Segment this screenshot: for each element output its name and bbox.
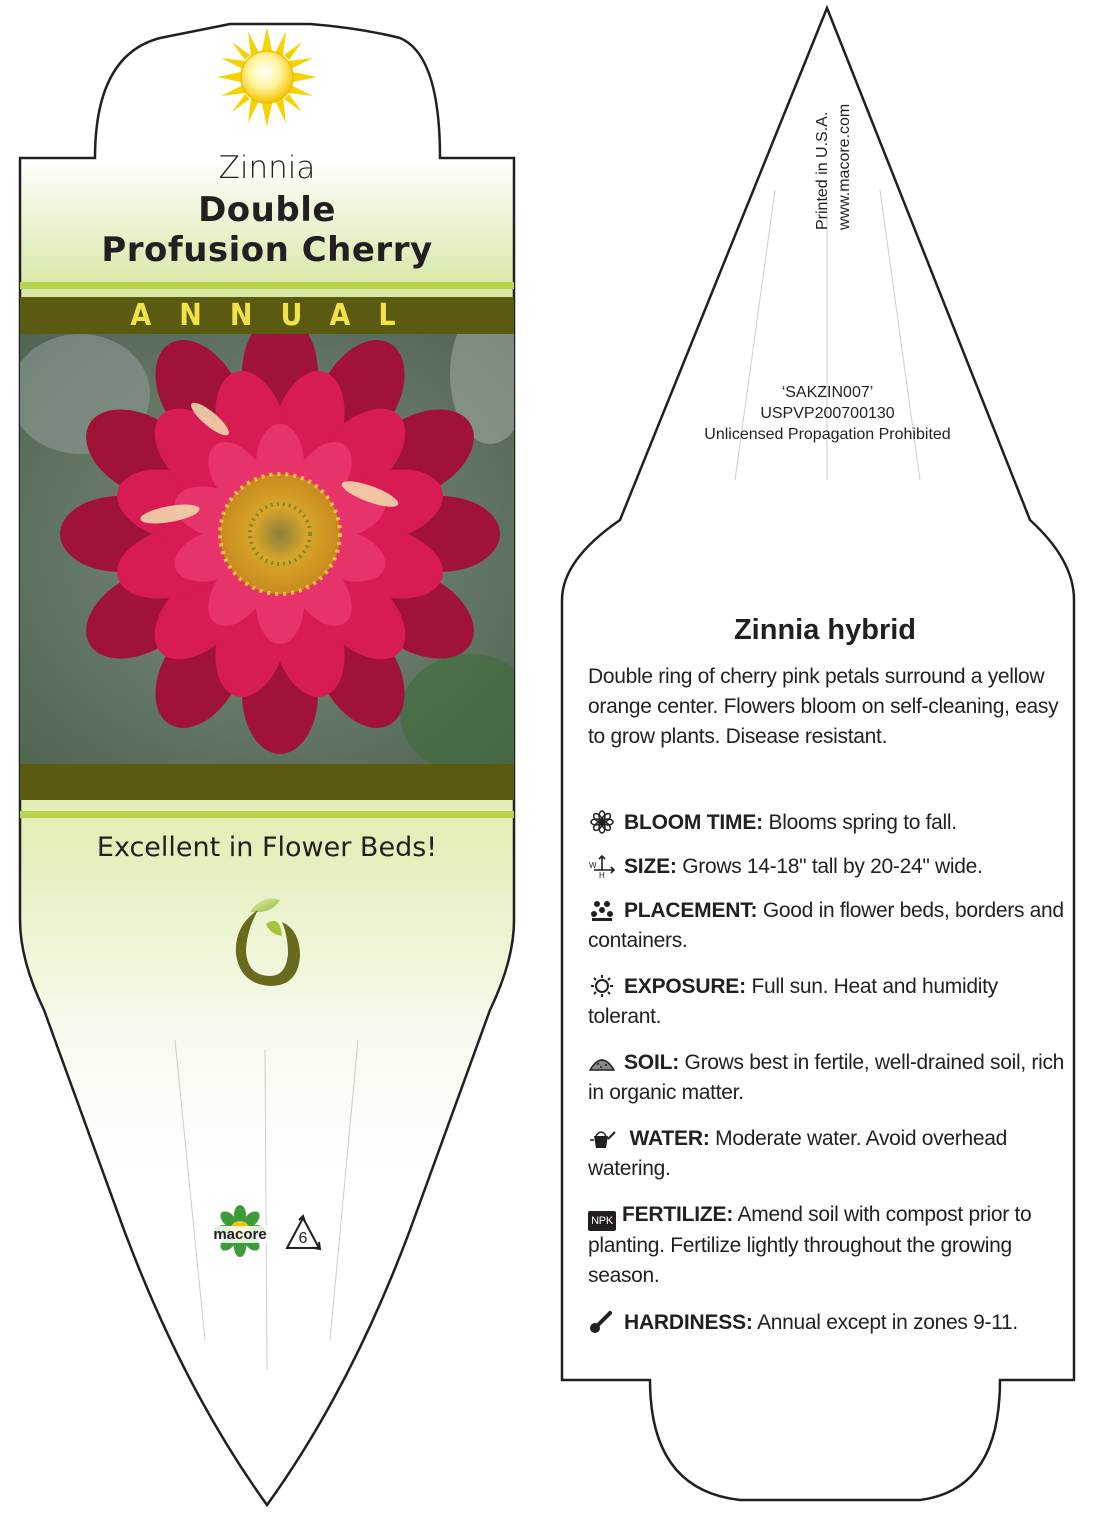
brand-name: macore xyxy=(205,1226,275,1243)
thermometer-icon xyxy=(588,1310,618,1334)
print-note: Printed in U.S.A. xyxy=(814,111,831,230)
care-hardiness xyxy=(588,1308,1068,1338)
care-text: Blooms spring to fall. xyxy=(768,811,957,834)
plants-icon xyxy=(588,898,618,922)
description: Double ring of cherry pink petals surround a yellow orange center. Flowers bloom on self-cleaning, easy to grow plants. Disease resistant. xyxy=(588,665,1059,748)
care-text: Full sun. Heat and humidity tolerant. xyxy=(588,975,998,1028)
care-text: Grows 14-18" tall by 20-24" wide. xyxy=(682,855,983,878)
care-text: Moderate water. Avoid overhead watering. xyxy=(588,1127,1007,1180)
print-info xyxy=(812,60,860,230)
variety-line-2: Profusion Cherry xyxy=(101,230,433,270)
care-label: EXPOSURE: xyxy=(624,975,746,998)
care-text: Amend soil with compost prior to planting. Fertilize lightly throughout the growing season. xyxy=(588,1203,1032,1287)
care-label: PLACEMENT: xyxy=(624,899,758,922)
botanical-name: Zinnia hybrid xyxy=(733,614,917,646)
size-h-label: H xyxy=(599,871,605,878)
patent-block xyxy=(600,382,1055,445)
lower-band xyxy=(20,764,514,800)
care-soil xyxy=(588,1048,1068,1108)
care-water xyxy=(588,1124,1068,1184)
patent-number: USPVP200700130 xyxy=(760,405,895,422)
soil-mound-icon xyxy=(588,1050,618,1074)
size-axes-icon xyxy=(588,854,618,878)
care-label: WATER: xyxy=(629,1127,710,1150)
care-text: Good in flower beds, borders and containers. xyxy=(588,899,1064,952)
care-size xyxy=(588,852,1068,882)
sun-icon xyxy=(215,25,319,129)
size-w-label: W xyxy=(589,861,597,870)
variety-line-1: Double xyxy=(198,190,336,230)
propagation-note: Unlicensed Propagation Prohibited xyxy=(704,426,951,443)
sun-outline-icon xyxy=(588,974,618,998)
care-label: FERTILIZE: xyxy=(622,1203,734,1226)
common-name: Zinnia xyxy=(218,150,316,186)
type-label: ANNUAL xyxy=(130,298,424,333)
care-text: Grows best in fertile, well-drained soil, rich in organic matter. xyxy=(588,1051,1065,1104)
care-bloom-time xyxy=(588,808,1068,838)
care-fertilize xyxy=(588,1200,1068,1291)
recycle-code: 6 xyxy=(298,1230,308,1247)
care-placement xyxy=(588,896,1068,956)
care-label: SIZE: xyxy=(624,855,677,878)
macore-seedling-logo xyxy=(228,892,308,992)
cultivar-code: ‘SAKZIN007’ xyxy=(781,384,874,401)
red-zinnia-flower-photo xyxy=(20,334,514,764)
watering-can-icon xyxy=(588,1126,618,1150)
care-label: HARDINESS: xyxy=(624,1311,753,1334)
npk-fertilizer-icon: NPK xyxy=(588,1211,616,1231)
care-label: BLOOM TIME: xyxy=(624,811,763,834)
care-label: SOIL: xyxy=(624,1051,679,1074)
care-exposure xyxy=(588,972,1068,1032)
care-text: Annual except in zones 9-11. xyxy=(757,1311,1018,1334)
tagline: Excellent in Flower Beds! xyxy=(96,832,438,863)
flower-icon xyxy=(588,810,618,834)
website: www.macore.com xyxy=(836,103,853,230)
